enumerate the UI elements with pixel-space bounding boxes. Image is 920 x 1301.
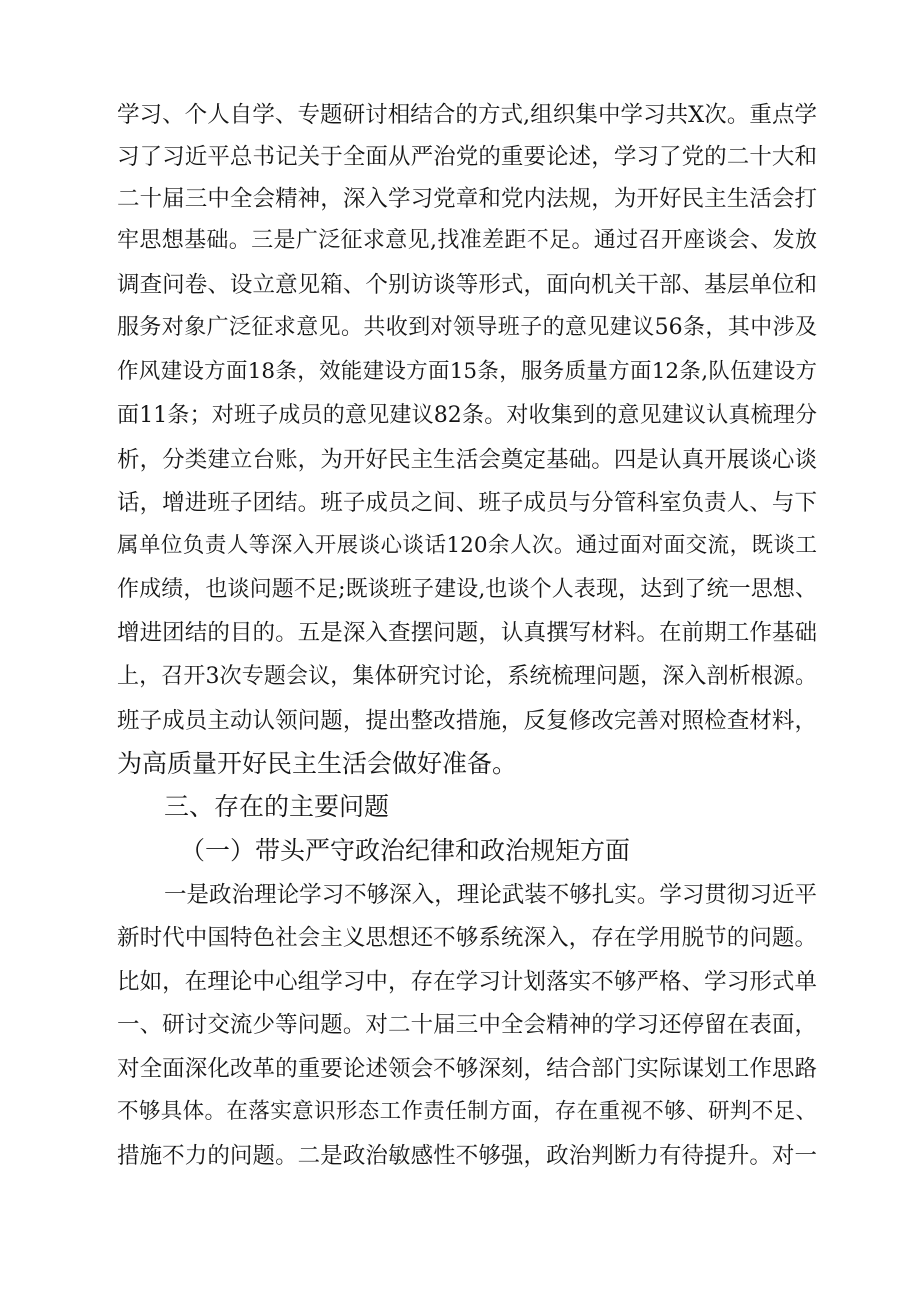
text-line: 一、研讨交流少等问题。对二十届三中全会精神的学习还停留在表面， bbox=[117, 1012, 817, 1038]
text-line: 二十届三中全会精神，深入学习党章和党内法规，为开好民主生活会打 bbox=[117, 186, 817, 212]
text-line: 属单位负责人等深入开展谈心谈话120余人次。通过面对面交流，既谈工 bbox=[117, 533, 817, 558]
text-line: 措施不力的问题。二是政治敏感性不够强，政治判断力有待提升。对一 bbox=[117, 1143, 817, 1169]
text-line: 话，增进班子团结。班子成员之间、班子成员与分管科室负责人、与下 bbox=[117, 490, 817, 516]
text-line: 增进团结的目的。五是深入查摆问题，认真撰写材料。在前期工作基础 bbox=[117, 620, 817, 646]
text-line: 面11条；对班子成员的意见建议82条。对收集到的意见建议认真梳理分 bbox=[117, 403, 817, 428]
text-line: 上，召开3次专题会议，集体研究讨论，系统梳理问题，深入剖析根源。 bbox=[117, 664, 817, 689]
text-line: 作成绩，也谈问题不足;既谈班子建设,也谈个人表现，达到了统一思想、 bbox=[117, 577, 817, 602]
text-line: 对全面深化改革的重要论述领会不够深刻，结合部门实际谋划工作思路 bbox=[117, 1056, 817, 1082]
text-line: 析，分类建立台账，为开好民主生活会奠定基础。四是认真开展谈心谈 bbox=[117, 447, 817, 473]
text-line: 作风建设方面18条，效能建设方面15条，服务质量方面12条,队伍建设方 bbox=[117, 359, 817, 384]
text-line: 一是政治理论学习不够深入，理论武装不够扎实。学习贯彻习近平 bbox=[164, 882, 817, 908]
text-line: 新时代中国特色社会主义思想还不够系统深入，存在学用脱节的问题。 bbox=[117, 925, 817, 951]
text-line: 服务对象广泛征求意见。共收到对领导班子的意见建议56条，其中涉及 bbox=[117, 315, 817, 340]
text-line: 不够具体。在落实意识形态工作责任制方面，存在重视不够、研判不足、 bbox=[117, 1099, 817, 1124]
text-line: 调查问卷、设立意见箱、个别访谈等形式，面向机关干部、基层单位和 bbox=[117, 272, 817, 298]
subsection-heading: （一）带头严守政治纪律和政治规矩方面 bbox=[180, 836, 631, 865]
text-line: 习了习近平总书记关于全面从严治党的重要论述，学习了党的二十大和 bbox=[117, 144, 817, 170]
text-line: 为高质量开好民主生活会做好准备。 bbox=[117, 749, 518, 778]
text-line: 班子成员主动认领问题，提出整改措施，反复修改完善对照检查材料， bbox=[117, 708, 817, 734]
section-heading: 三、存在的主要问题 bbox=[164, 792, 390, 821]
text-line: 比如，在理论中心组学习中，存在学习计划落实不够严格、学习形式单 bbox=[117, 969, 817, 995]
text-line: 学习、个人自学、专题研讨相结合的方式,组织集中学习共X次。重点学 bbox=[117, 102, 817, 128]
text-line: 牢思想基础。三是广泛征求意见,找准差距不足。通过召开座谈会、发放 bbox=[117, 228, 817, 253]
